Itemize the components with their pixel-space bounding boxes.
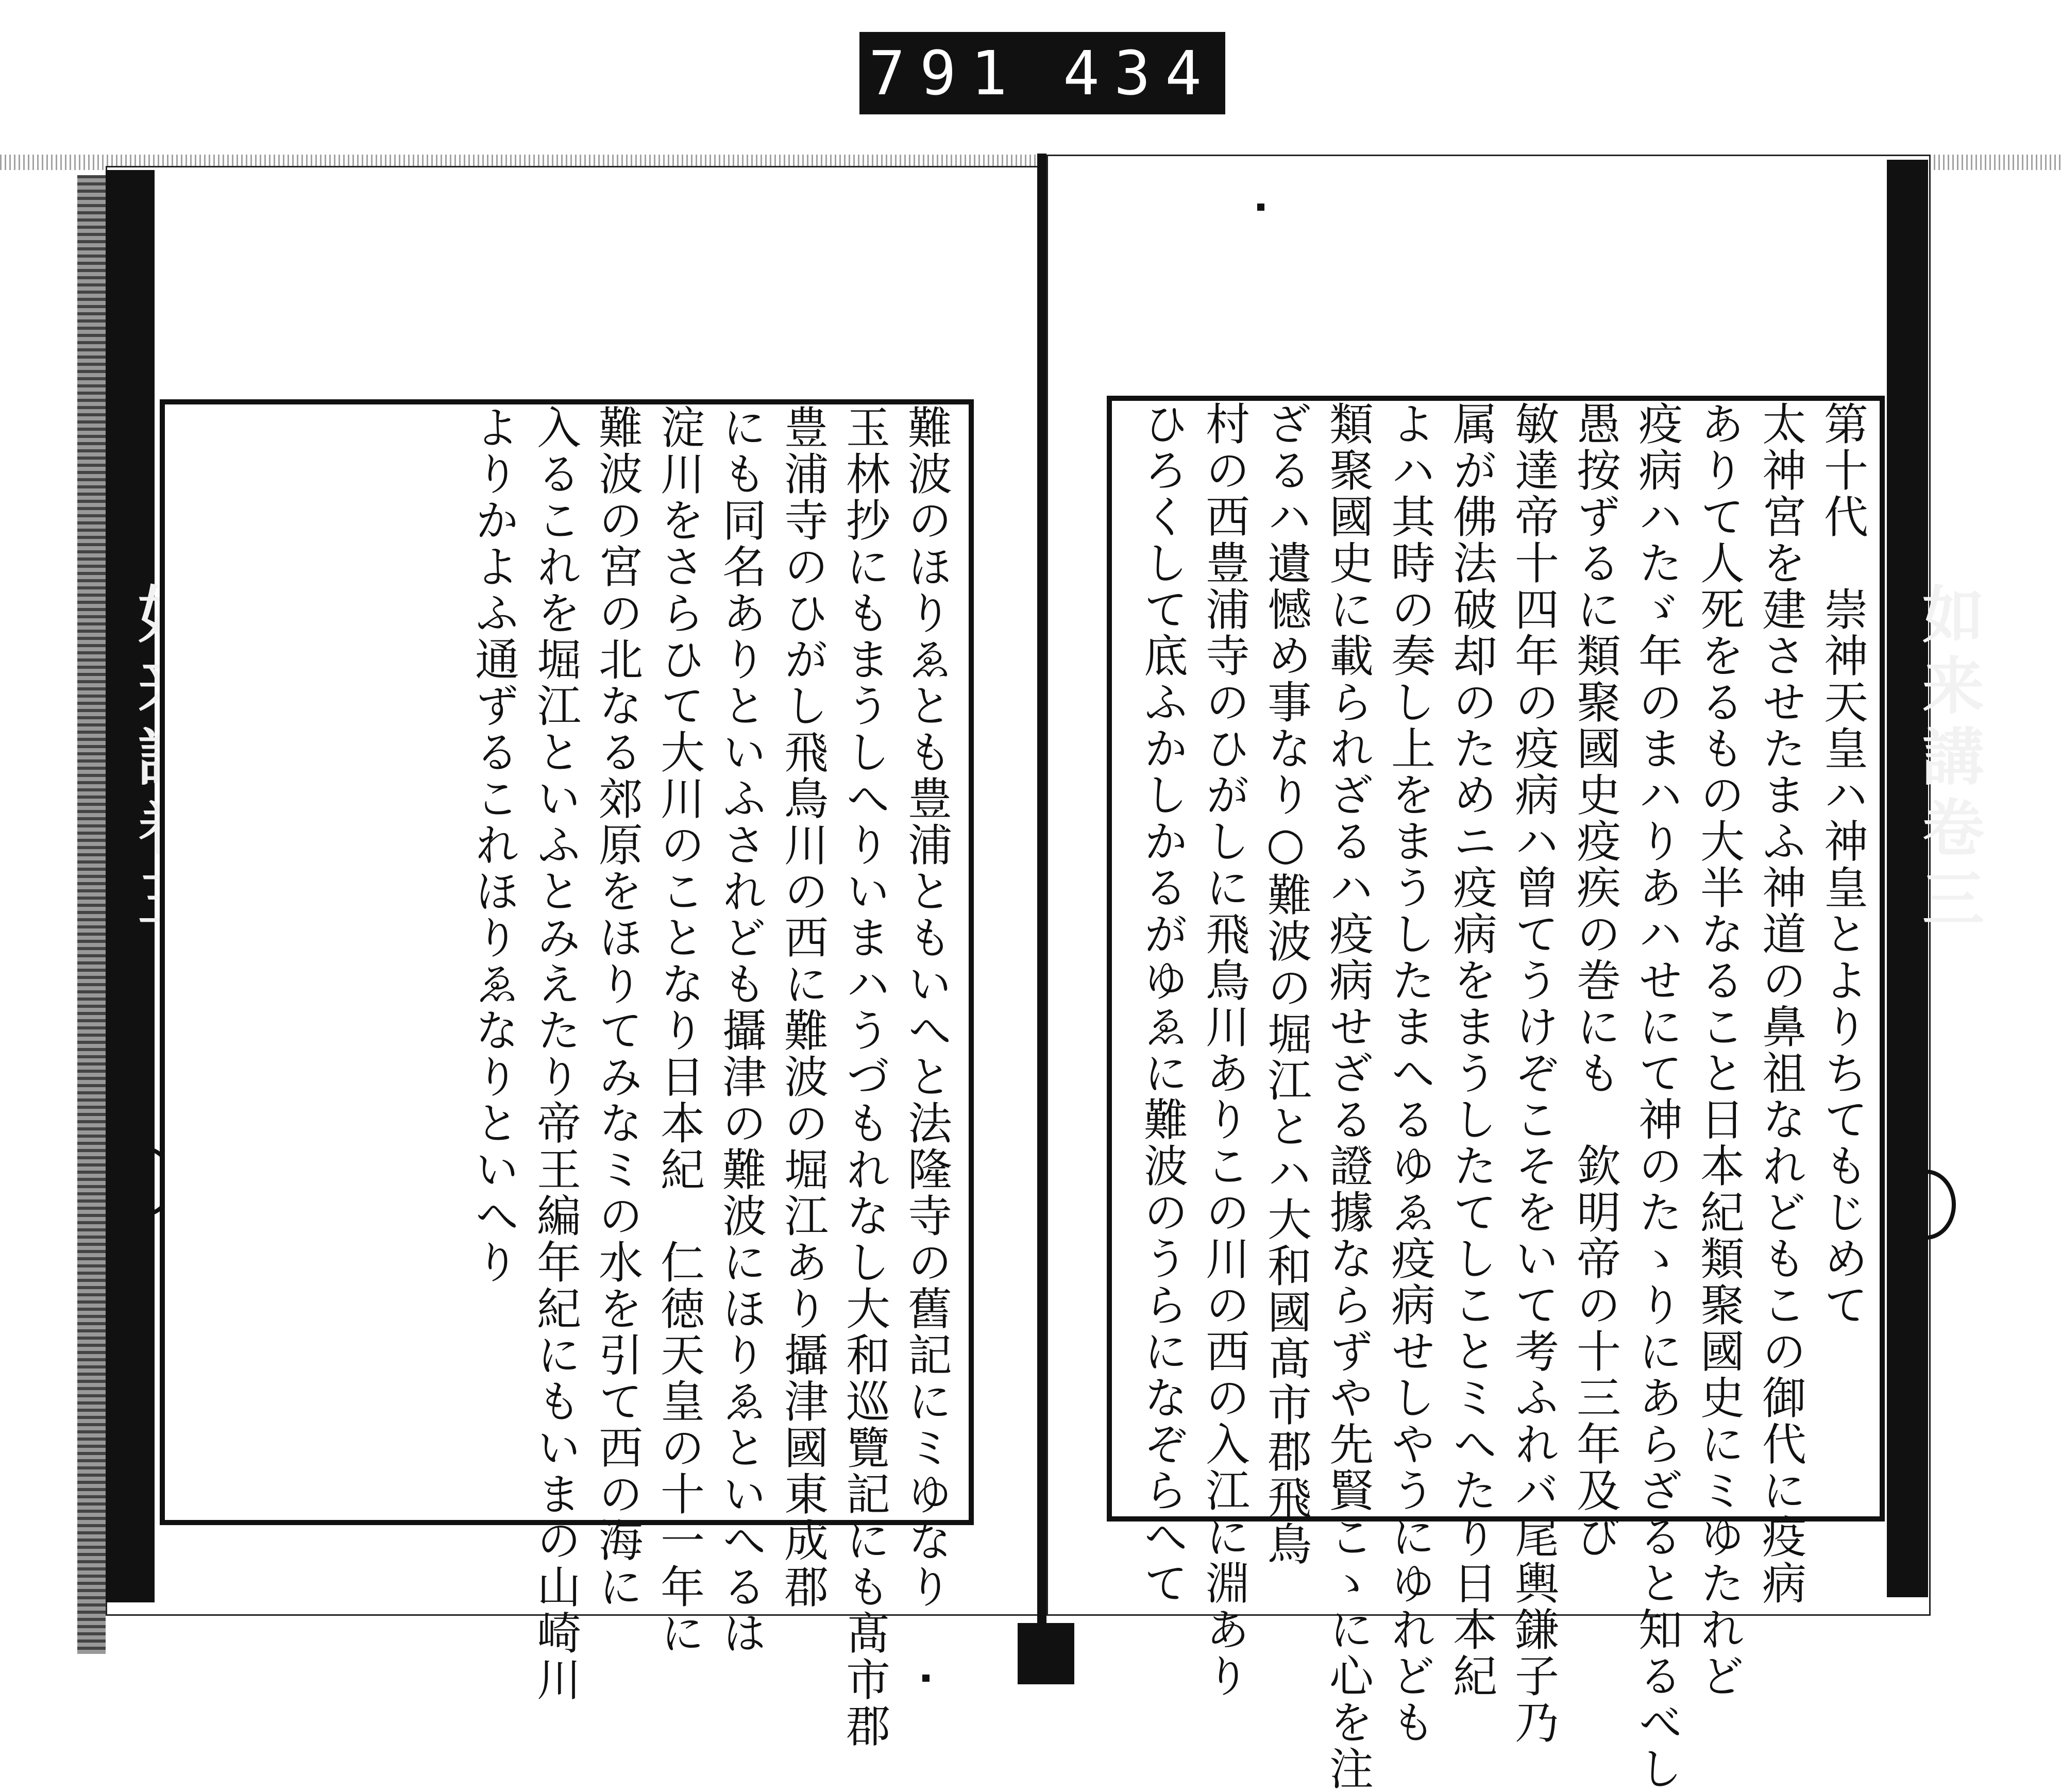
left-column-1: 難波のほりゑとも豊浦ともいへと法隆寺の舊記にミゆなり xyxy=(900,404,952,1610)
right-column-11: 村の西豊浦寺のひがしに飛鳥川ありこの川の西の入江に淵あり xyxy=(1198,401,1249,1699)
right-text-frame xyxy=(1107,396,1885,1792)
right-page-header: 如来講卷三 xyxy=(1912,582,1985,938)
left-column-3: 豊浦寺のひがし飛鳥川の西に難波の堀江あり攝津國東成郡 xyxy=(776,404,828,1610)
ink-speck xyxy=(1257,204,1264,211)
right-column-10: ざるハ遺憾め事なり○難波の堀江とハ大和國髙市郡飛鳥 xyxy=(1260,401,1311,1567)
right-column-9: 類聚國史に載られざるハ疫病せざる證據ならずや先賢こゝに心を注 xyxy=(1322,401,1373,1792)
right-column-6: 敏達帝十四年の疫病ハ曾てうけぞこそをいて考ふれバ尾輿鎌子乃 xyxy=(1507,401,1559,1746)
archive-stamp xyxy=(859,32,1225,114)
right-column-3: ありて人死をるもの大半なること日本紀類聚國史にミゆたれど xyxy=(1693,401,1744,1699)
right-column-4: 疫病ハたゞ年のまハりあハせにて神のたゝりにあらざると知るべし xyxy=(1631,401,1682,1792)
right-column-5: 愚按ずるに類聚國史疫疾の巻にも 欽明帝の十三年及び xyxy=(1569,401,1620,1560)
right-column-2: 太神宮を建させたまふ神道の鼻祖なれどもこの御代に疫病 xyxy=(1754,401,1806,1607)
right-column-12: ひろくして底ふかしかるがゆゑに難波のうらになぞらへて xyxy=(1136,401,1188,1607)
left-page-edge-texture xyxy=(77,175,106,1654)
right-column-7: 属が佛法破却のためニ疫病をまうしたてしことミへたり日本紀 xyxy=(1445,401,1497,1699)
stamp-number-left: 791 xyxy=(868,38,1022,109)
stamp-number-right: 434 xyxy=(1063,38,1217,109)
left-column-2: 玉林抄にもまうしへりいまハうづもれなし大和巡覽記にも髙市郡 xyxy=(838,404,890,1749)
ink-speck xyxy=(922,1675,930,1682)
left-column-8: よりかよふ通ずるこれほりゑなりといへり xyxy=(467,404,519,1286)
right-page-folio-mark xyxy=(1896,1170,1956,1240)
left-column-7: 入るこれを堀江といふとみえたり帝王編年紀にもいまの山崎川 xyxy=(529,404,581,1703)
left-text-frame xyxy=(160,399,974,1749)
left-column-4: にも同名ありといふされども攝津の難波にほりゑといへるは xyxy=(715,404,766,1656)
spine-base xyxy=(1018,1623,1074,1684)
left-column-5: 淀川をさらひて大川のことなり日本紀 仁徳天皇の十一年に xyxy=(653,404,704,1656)
left-column-6: 難波の宮の北なる郊原をほりてみなミの水を引て西の海に xyxy=(591,404,643,1610)
book-spine xyxy=(1037,154,1046,1684)
right-column-8: よハ其時の奏し上をまうしたまへるゆゑ疫病せしやうにゆれども xyxy=(1383,401,1435,1746)
right-column-1: 第十代 崇神天皇ハ神皇とよりちてもじめて xyxy=(1816,401,1868,1328)
